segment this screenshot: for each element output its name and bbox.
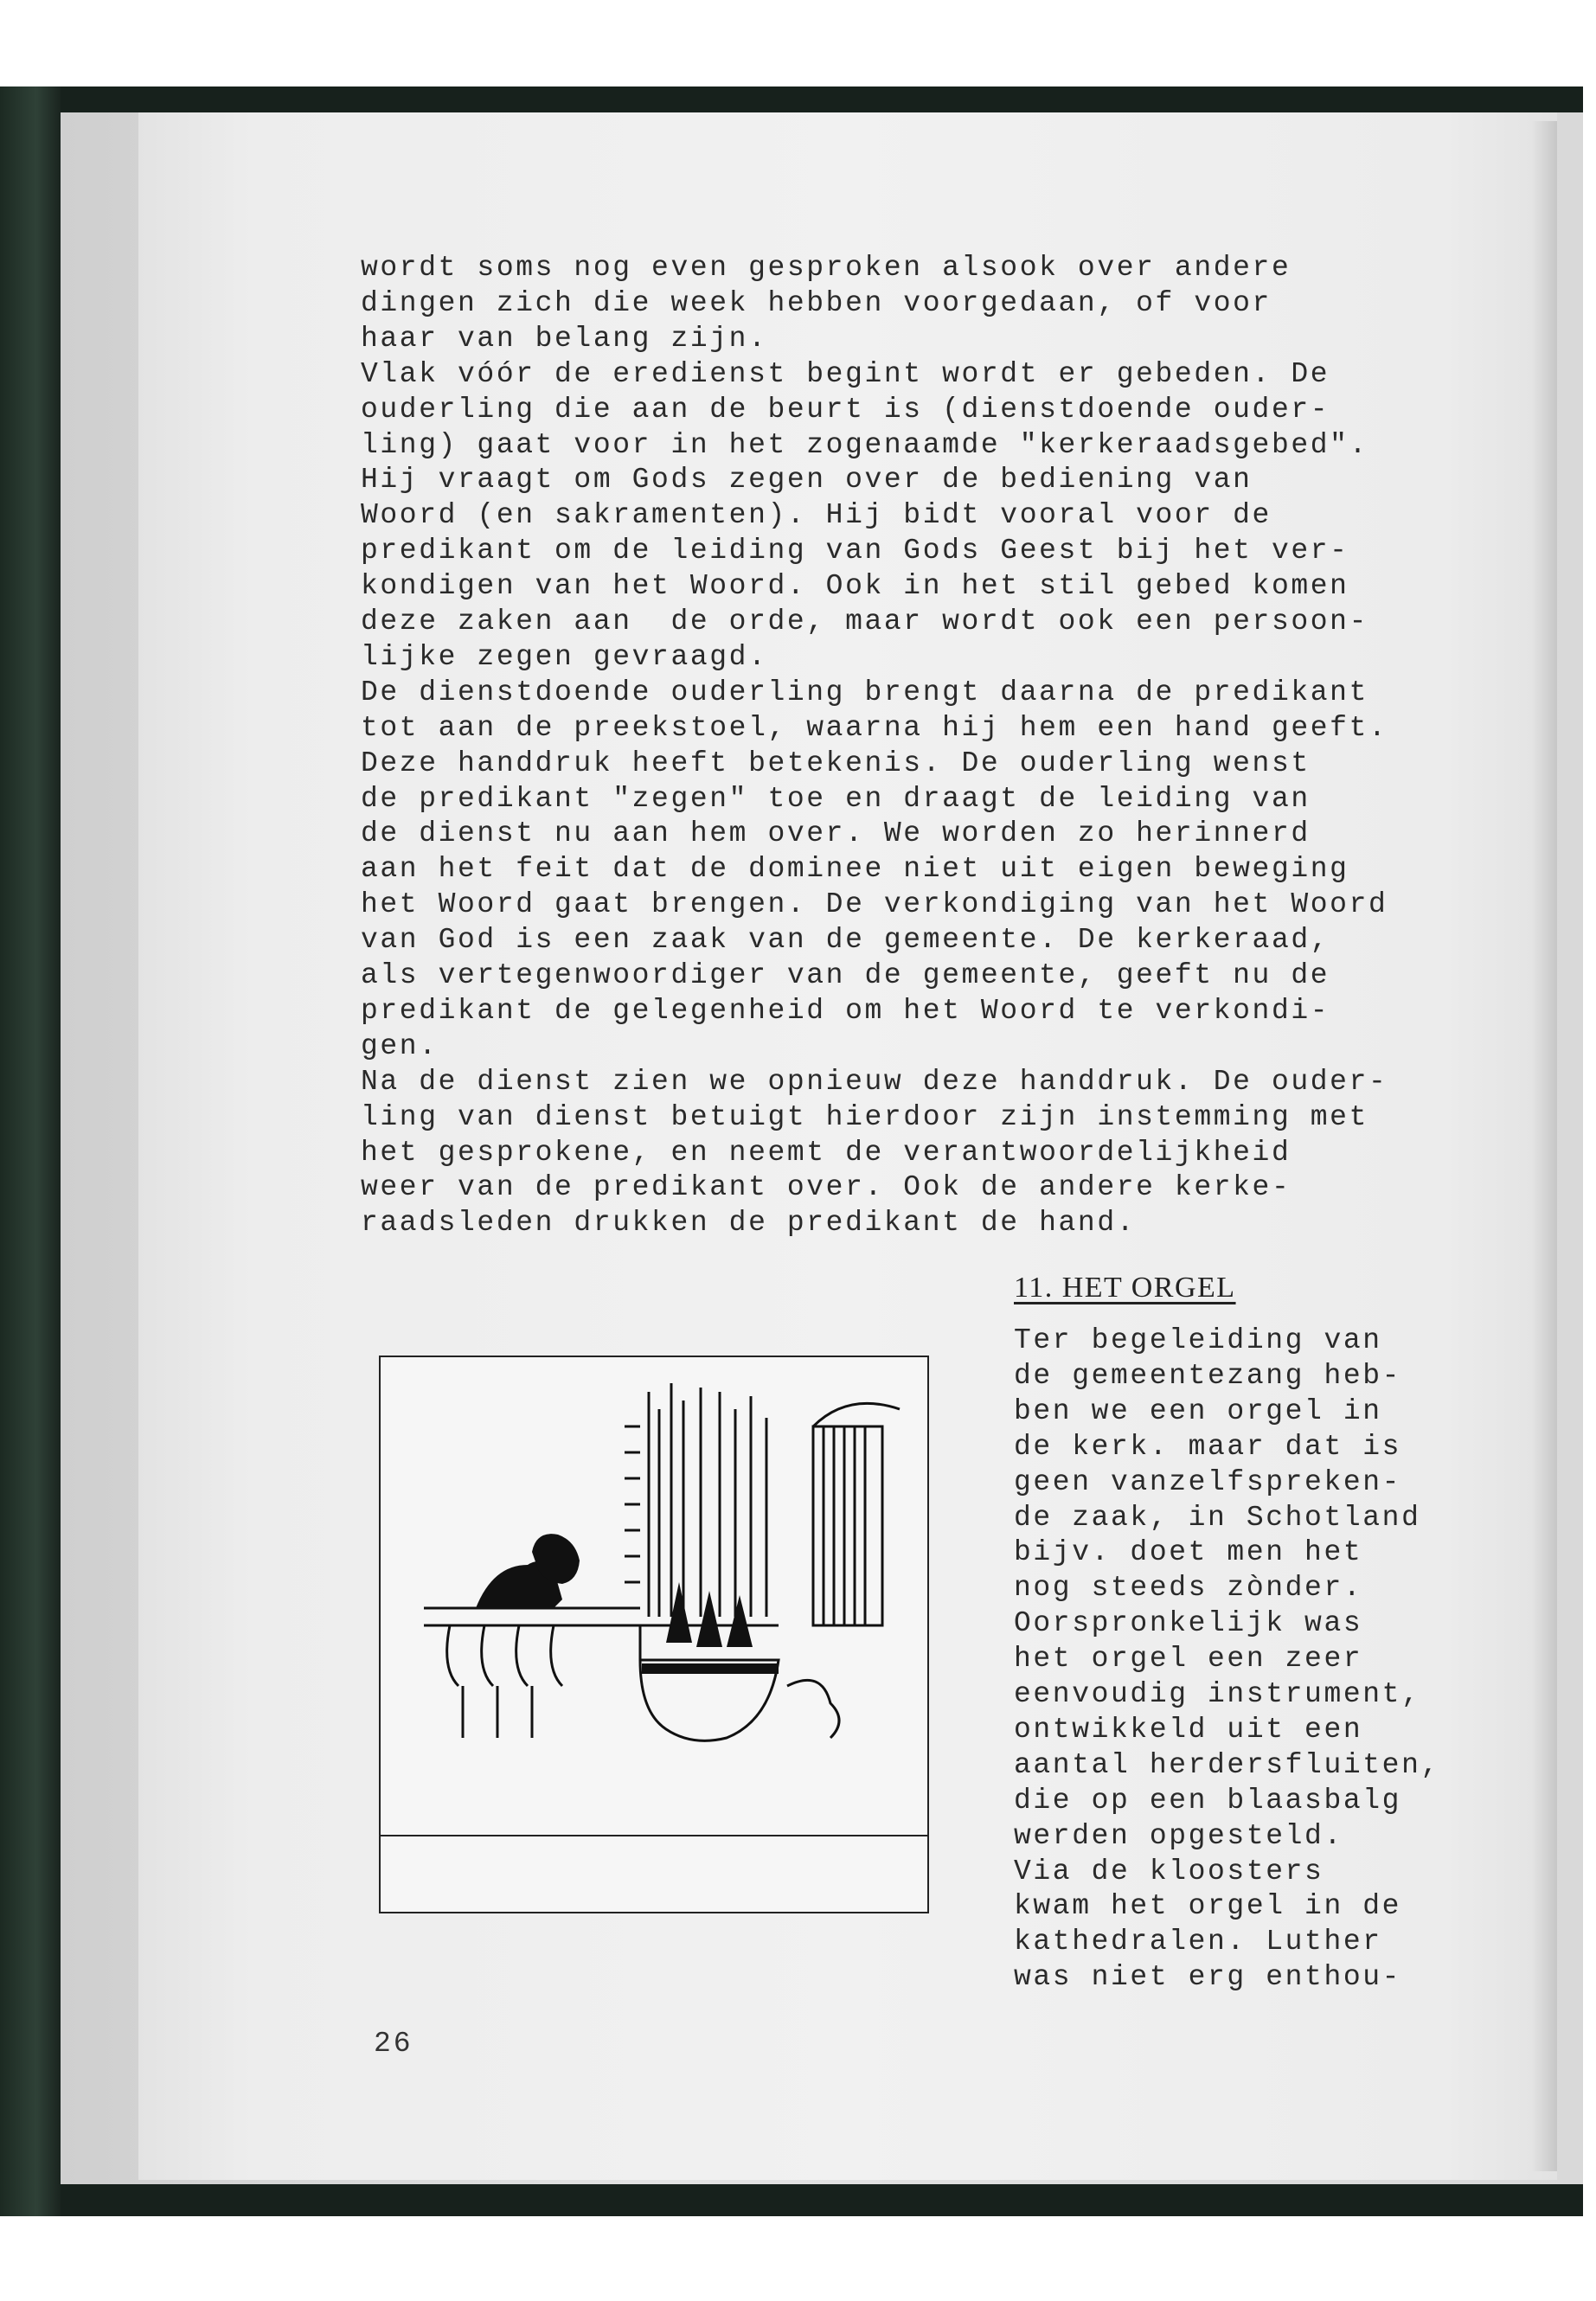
main-text-line: aan het feit dat de dominee niet uit eigen beweging — [361, 853, 1349, 886]
organ-drawing — [381, 1357, 927, 1835]
side-text-line: de gemeentezang heb- — [1014, 1359, 1402, 1392]
section-heading — [1014, 1272, 1236, 1304]
organ-illustration — [379, 1356, 929, 1913]
section-heading-text: 11. HET ORGEL — [1014, 1272, 1236, 1304]
main-text-line: ling van dienst betuigt hierdoor zijn instemming met — [361, 1100, 1368, 1133]
side-text-line: de kerk. maar dat is — [1014, 1430, 1402, 1463]
side-text-line: de zaak, in Schotland — [1014, 1501, 1421, 1534]
page-gutter-shadow — [1531, 121, 1557, 2171]
main-text-line: predikant de gelegenheid om het Woord te verkondi- — [361, 994, 1330, 1027]
main-text-line: de predikant "zegen" toe en draagt de leiding van — [361, 782, 1311, 815]
main-text-line: deze zaken aan de orde, maar wordt ook een persoon- — [361, 606, 1368, 638]
main-text-line: Vlak vóór de eredienst begint wordt er gebeden. De — [361, 357, 1330, 390]
side-text-line: werden opgesteld. — [1014, 1819, 1343, 1852]
main-text-line: als vertegenwoordiger van de gemeente, geeft nu de — [361, 959, 1330, 991]
main-text-line: Woord (en sakramenten). Hij bidt vooral voor de — [361, 499, 1272, 532]
main-text-line: Na de dienst zien we opnieuw deze handdruk. De ouder- — [361, 1065, 1388, 1098]
main-text-line: haar van belang zijn. — [361, 322, 768, 355]
main-text-line: de dienst nu aan hem over. We worden zo herinnerd — [361, 817, 1311, 850]
illustration-caption-box — [381, 1835, 927, 1913]
main-text-line: dingen zich die week hebben voorgedaan, of voor — [361, 286, 1272, 319]
main-text-line: lijke zegen gevraagd. — [361, 640, 768, 673]
main-text-line: het gesprokene, en neemt de verantwoordelijkheid — [361, 1136, 1292, 1169]
side-text-line: Ter begeleiding van — [1014, 1324, 1382, 1356]
main-text-line: Hij vraagt om Gods zegen over de bediening van — [361, 464, 1253, 497]
main-text-line: ouderling die aan de beurt is (dienstdoende ouder- — [361, 393, 1330, 426]
side-text-line: geen vanzelfspreken- — [1014, 1465, 1402, 1498]
main-text-line: raadsleden drukken de predikant de hand. — [361, 1207, 1137, 1240]
side-text-line: het orgel een zeer — [1014, 1643, 1363, 1676]
side-text-line: nog steeds zònder. — [1014, 1572, 1363, 1605]
book-spine — [0, 87, 61, 2216]
side-text-line: was niet erg enthou- — [1014, 1961, 1402, 1994]
main-text-line: ling) gaat voor in het zogenaamde "kerkeraadsgebed". — [361, 428, 1368, 461]
main-text-line: weer van de predikant over. Ook de andere kerke- — [361, 1171, 1292, 1204]
side-text-line: ontwikkeld uit een — [1014, 1713, 1363, 1746]
side-text-line: kathedralen. Luther — [1014, 1926, 1382, 1958]
main-text-line: wordt soms nog even gesproken alsook over andere — [361, 252, 1292, 284]
main-text-line: het Woord gaat brengen. De verkondiging van het Woord — [361, 888, 1388, 921]
main-text-line: tot aan de preekstoel, waarna hij hem een hand geeft. — [361, 711, 1388, 744]
side-text-line: bijv. doet men het — [1014, 1536, 1363, 1569]
main-text-line: De dienstdoende ouderling brengt daarna de predikant — [361, 676, 1368, 708]
main-text-line: Deze handdruk heeft betekenis. De ouderling wenst — [361, 747, 1311, 779]
side-text-line: eenvoudig instrument, — [1014, 1678, 1421, 1710]
side-text-line: aantal herdersfluiten, — [1014, 1748, 1440, 1781]
main-text-line: gen. — [361, 1029, 439, 1062]
main-text-line: kondigen van het Woord. Ook in het stil gebed komen — [361, 570, 1349, 603]
main-text-line: predikant om de leiding van Gods Geest bij het ver- — [361, 535, 1349, 567]
side-text-line: die op een blaasbalg — [1014, 1784, 1402, 1817]
side-text-line: Oorspronkelijk was — [1014, 1607, 1363, 1640]
side-text-line: ben we een orgel in — [1014, 1394, 1382, 1427]
side-text-line: kwam het orgel in de — [1014, 1890, 1402, 1923]
side-text-line: Via de kloosters — [1014, 1855, 1324, 1888]
main-text-line: van God is een zaak van de gemeente. De kerkeraad, — [361, 924, 1330, 957]
page-number: 26 — [374, 2028, 413, 2060]
